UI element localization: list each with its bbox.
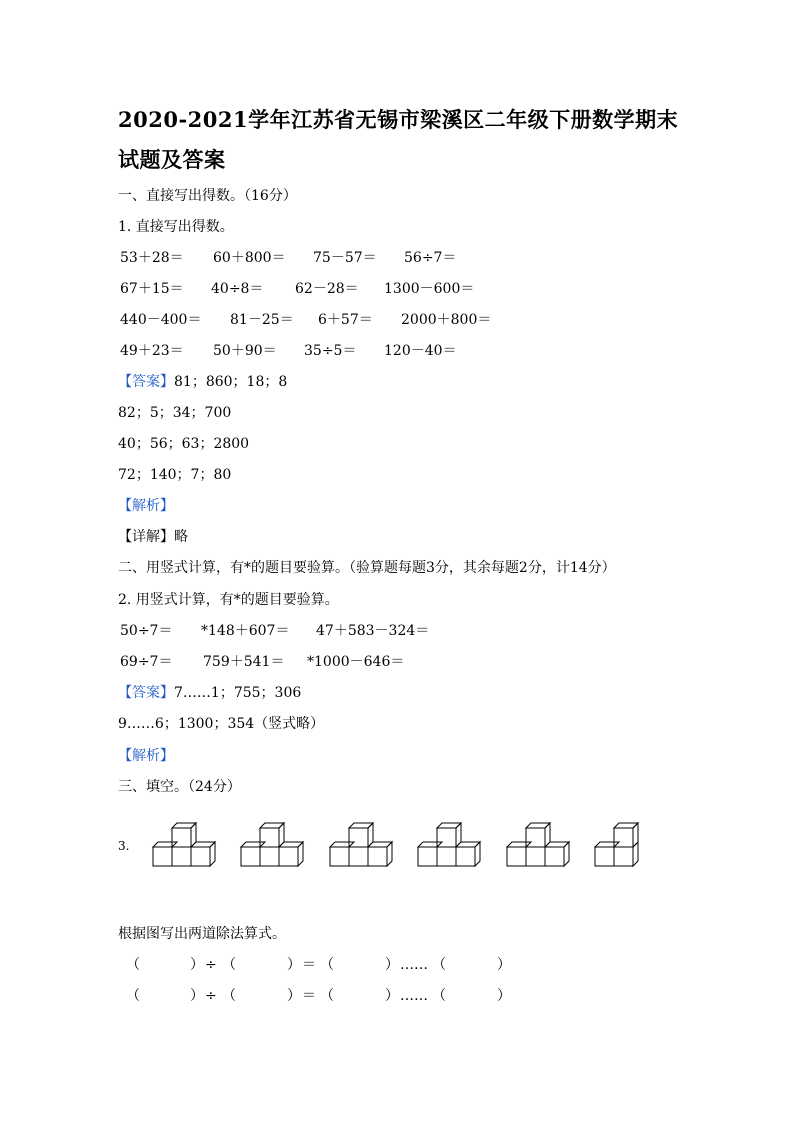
divide-sign: ÷ <box>205 988 217 1004</box>
question-1-label: 1. 直接写出得数。 <box>118 219 234 235</box>
right-paren: ） <box>287 988 301 1004</box>
q1-expr: 1300－600＝ <box>384 281 475 297</box>
left-paren: （ <box>320 957 334 973</box>
section-3-heading: 三、填空。（24分） <box>118 779 241 795</box>
q1-expr: 440－400＝ <box>120 312 202 328</box>
question-3-number: 3. <box>118 839 130 853</box>
right-paren: ） <box>287 957 301 973</box>
q2-answer-line: 9……6；1300；354（竖式略） <box>118 716 325 732</box>
cube-figure <box>238 818 310 870</box>
q1-expr: 6＋57＝ <box>318 312 373 328</box>
answer-text: 7……1；755；306 <box>174 685 302 701</box>
q2-expr: *1000－646＝ <box>307 654 405 670</box>
q1-answer-line: 40；56；63；2800 <box>118 436 250 452</box>
q1-answer-line: 72；140；7；80 <box>118 467 232 483</box>
right-paren: ） <box>385 957 399 973</box>
left-paren: （ <box>222 988 236 1004</box>
q2-expr: 47＋583－324＝ <box>316 623 430 639</box>
detail-tag: 【详解】 <box>118 529 174 545</box>
equals-sign: ＝ <box>302 957 316 973</box>
right-paren: ） <box>497 957 511 973</box>
q1-expr: 40÷8＝ <box>211 281 264 297</box>
q1-expr: 60＋800＝ <box>213 250 286 266</box>
section-1-heading: 一、直接写出得数。（16分） <box>118 188 297 204</box>
left-paren: （ <box>320 988 334 1004</box>
q1-expr: 120－40＝ <box>384 343 457 359</box>
q1-expr: 50＋90＝ <box>213 343 277 359</box>
question-3-instruction: 根据图写出两道除法算式。 <box>118 926 286 942</box>
q1-expr: 2000＋800＝ <box>401 312 492 328</box>
divide-sign: ÷ <box>205 957 217 973</box>
remainder-sign: …… <box>400 957 428 973</box>
left-paren: （ <box>432 988 446 1004</box>
right-paren: ） <box>385 988 399 1004</box>
q2-expr: 759＋541＝ <box>203 654 285 670</box>
q1-answer-line: 82；5；34；700 <box>118 405 232 421</box>
right-paren: ） <box>190 988 204 1004</box>
q1-expr: 81－25＝ <box>230 312 294 328</box>
q1-expr: 49＋23＝ <box>120 343 184 359</box>
left-paren: （ <box>126 957 140 973</box>
q2-expr: 69÷7＝ <box>120 654 173 670</box>
cube-figure <box>327 818 399 870</box>
detail-text: 略 <box>174 529 188 545</box>
cube-figure <box>415 818 487 870</box>
cube-figure <box>150 818 222 870</box>
right-paren: ） <box>497 988 511 1004</box>
q2-answer-line <box>118 683 301 703</box>
document-title: 2020-2021学年江苏省无锡市梁溪区二年级下册数学期末试题及答案 <box>118 107 679 172</box>
answer-tag: 【答案】 <box>118 685 174 701</box>
q1-expr: 35÷5＝ <box>304 343 357 359</box>
answer-text: 81；860；18；8 <box>174 374 288 390</box>
section-2-heading: 二、用竖式计算，有*的题目要验算。（验算题每题3分，其余每题2分，计14分） <box>118 560 616 576</box>
analysis-tag: 【解析】 <box>118 498 174 514</box>
left-paren: （ <box>126 988 140 1004</box>
question-2-label: 2. 用竖式计算，有*的题目要验算。 <box>118 592 339 608</box>
q1-expr: 56÷7＝ <box>404 250 457 266</box>
answer-tag: 【答案】 <box>118 374 174 390</box>
analysis-tag: 【解析】 <box>118 748 174 764</box>
cube-figure <box>592 818 644 870</box>
equals-sign: ＝ <box>302 988 316 1004</box>
left-paren: （ <box>222 957 236 973</box>
q1-expr: 75－57＝ <box>313 250 377 266</box>
remainder-sign: …… <box>400 988 428 1004</box>
right-paren: ） <box>190 957 204 973</box>
q1-answer-line <box>118 372 287 392</box>
cube-figure <box>504 818 576 870</box>
q2-expr: *148＋607＝ <box>201 623 290 639</box>
q2-expr: 50÷7＝ <box>120 623 173 639</box>
detail-line <box>118 527 188 547</box>
q1-expr: 67＋15＝ <box>120 281 184 297</box>
left-paren: （ <box>432 957 446 973</box>
q1-expr: 62－28＝ <box>295 281 359 297</box>
q1-expr: 53＋28＝ <box>120 250 184 266</box>
